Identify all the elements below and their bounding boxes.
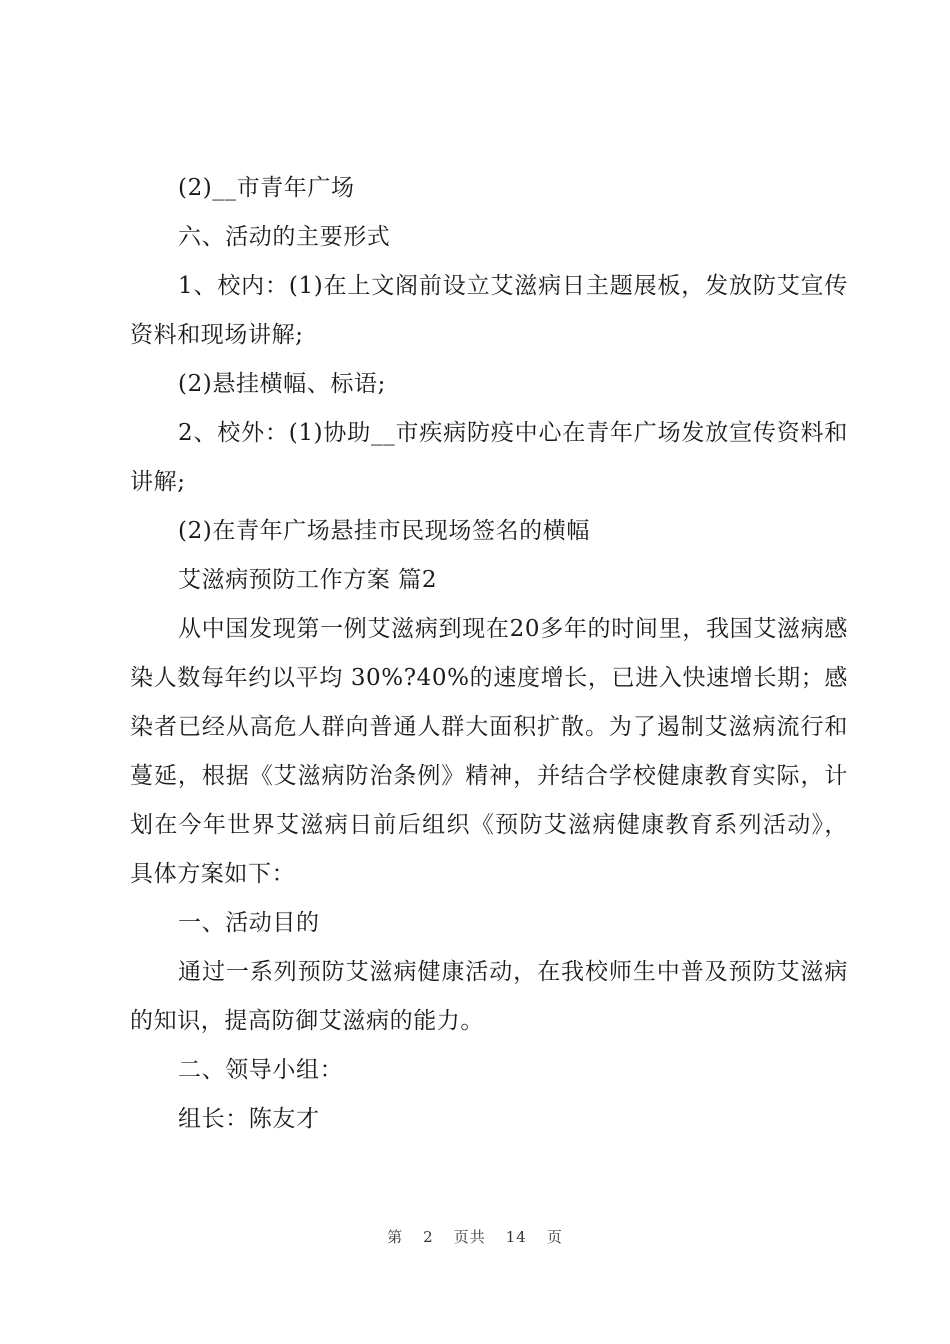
plan-title: 艾滋病预防工作方案 篇2 bbox=[178, 567, 438, 593]
paragraph-on-campus: 1、校内：(1)在上文阁前设立艾滋病日主题展板，发放防艾宣传资料和现场讲解; bbox=[130, 273, 848, 348]
section-heading-forms: 六、活动的主要形式 bbox=[178, 224, 391, 250]
footer-ye-gong: 页共 bbox=[453, 1228, 486, 1246]
page-footer bbox=[0, 1226, 950, 1247]
paragraph-signature-banner: (2)在青年广场悬挂市民现场签名的横幅 bbox=[178, 518, 590, 544]
paragraph-banners: (2)悬挂横幅、标语; bbox=[178, 371, 386, 397]
paragraph-off-campus: 2、校外：(1)协助__市疾病防疫中心在青年广场发放宣传资料和讲解; bbox=[130, 420, 848, 495]
section-heading-purpose: 一、活动目的 bbox=[178, 910, 320, 936]
paragraph-purpose: 通过一系列预防艾滋病健康活动，在我校师生中普及预防艾滋病的知识，提高防御艾滋病的能力。 bbox=[130, 959, 848, 1034]
paragraph-intro: 从中国发现第一例艾滋病到现在20多年的时间里，我国艾滋病感染人数每年约以平均 30%?40%的速度增长，已进入快速增长期；感染者已经从高危人群向普通人群大面积扩散。为了遏制艾滋病流行和蔓延，根据《艾滋病防治条例》精神，并结合学校健康教育实际，计划在今年世界艾滋病日前后组织《预防艾滋病健康教育系列活动》，具体方案如下： bbox=[130, 616, 848, 887]
paragraph-leader: 组长：陈友才 bbox=[178, 1106, 320, 1132]
footer-di: 第 bbox=[387, 1228, 404, 1246]
footer-page-number: 2 bbox=[423, 1228, 434, 1246]
section-heading-leadership: 二、领导小组： bbox=[178, 1057, 344, 1083]
document-body bbox=[130, 164, 848, 1144]
footer-ye: 页 bbox=[546, 1228, 563, 1246]
paragraph-location: (2)__市青年广场 bbox=[178, 175, 355, 201]
footer-total-pages: 14 bbox=[505, 1228, 527, 1246]
